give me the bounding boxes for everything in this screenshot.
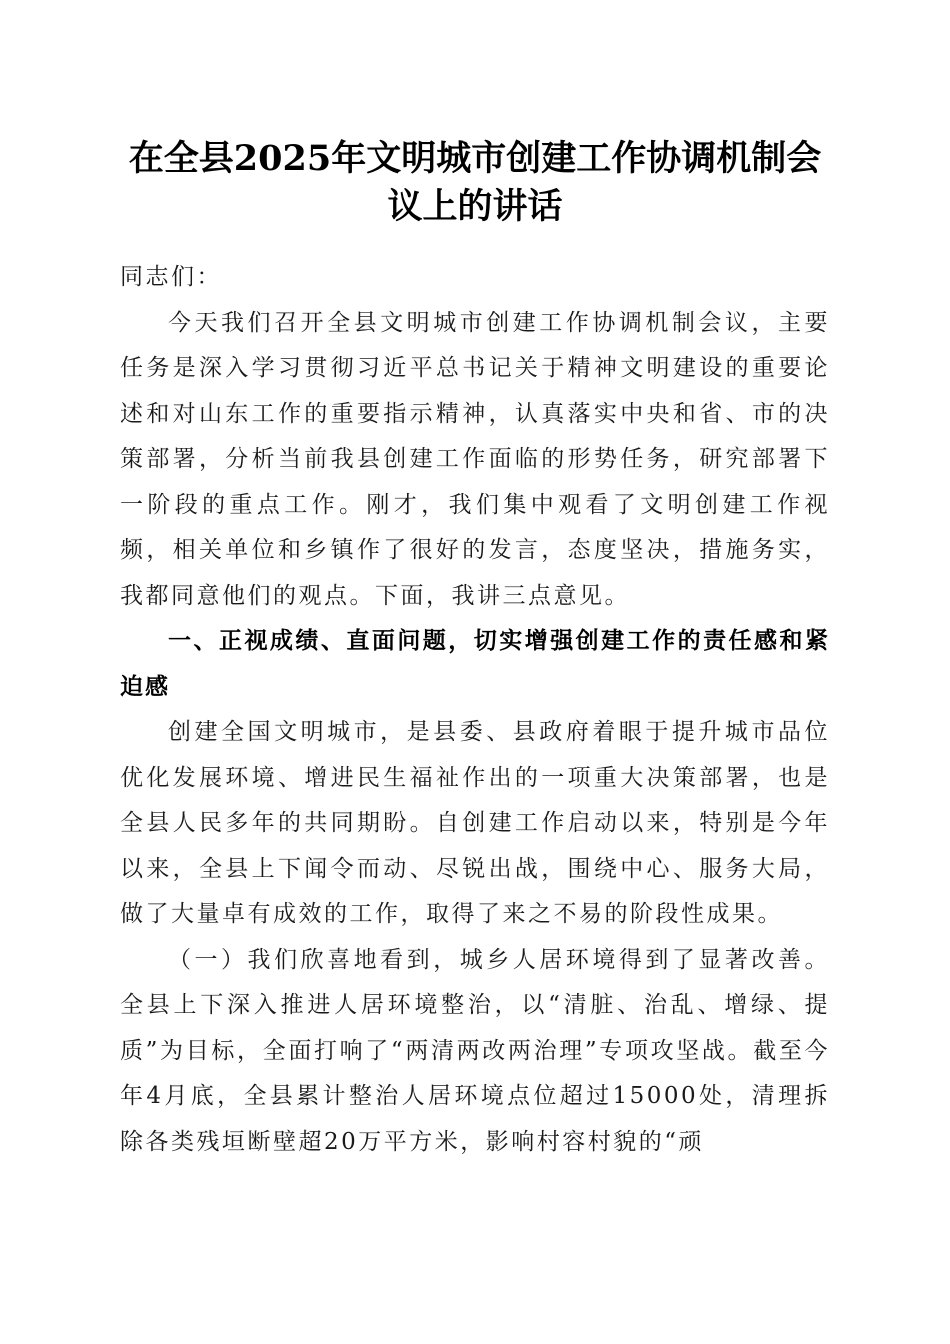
document-page: [120, 0, 830, 1344]
paragraph-intro: 今天我们召开全县文明城市创建工作协调机制会议，主要任务是深入学习贯彻习近平总书记关于精神文明建设的重要论述和对山东工作的重要指示精神，认真落实中央和省、市的决策部署，分析当前我县创建工作面临的形势任务，研究部署下一阶段的重点工作。刚才，我们集中观看了文明创建工作视频，相关单位和乡镇作了很好的发言，态度坚决，措施务实，我都同意他们的观点。下面，我讲三点意见。: [120, 309, 830, 609]
document-title: [110, 135, 840, 231]
salutation: 同志们：: [120, 264, 222, 290]
section-heading-1: 一、正视成绩、直面问题，切实增强创建工作的责任感和紧迫感: [120, 628, 830, 700]
paragraph-section-1: 创建全国文明城市，是县委、县政府着眼于提升城市品位优化发展环境、增进民生福祉作出的一项重大决策部署，也是全县人民多年的共同期盼。自创建工作启动以来，特别是今年以来，全县上下闻令而动、尽锐出战，围绕中心、服务大局，做了大量卓有成效的工作，取得了来之不易的阶段性成果。: [120, 719, 830, 927]
document-body: [120, 255, 830, 1165]
title-line-2: 议上的讲话: [387, 186, 563, 227]
title-line-1: 在全县2025年文明城市创建工作协调机制会: [128, 138, 822, 179]
paragraph-subsection-1: （一）我们欣喜地看到，城乡人居环境得到了显著改善。全县上下深入推进人居环境整治，以“清脏、治乱、增绿、提质”为目标，全面打响了“两清两改两治理”专项攻坚战。截至今年4月底，全县累计整治人居环境点位超过15000处，清理拆除各类残垣断壁超20万平方米，影响村容村貌的“顽: [120, 946, 830, 1155]
